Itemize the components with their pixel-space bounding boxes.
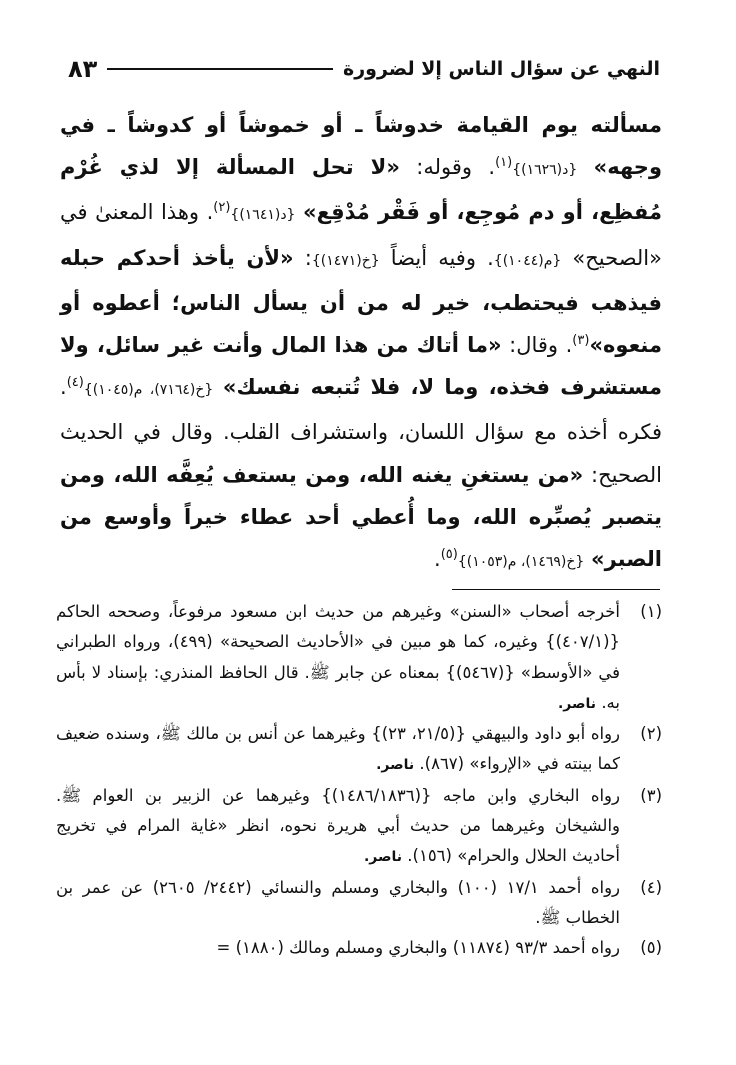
footnote-marker: (٢) [213, 200, 231, 216]
main-paragraph [60, 104, 662, 583]
footnote-number: (١) [640, 602, 662, 621]
footnote-text: رواه أبو داود والبيهقي {(٢١/٥، ٢٣)} وغيرهما عن أنس بن مالك ﷺ، وسنده ضعيف كما بينته في «الإرواء» (٨٦٧). [56, 724, 620, 774]
hadith-text: «من يستغنِ يغنه الله، ومن يستعف يُعِفَّه الله، ومن يتصبر يُصبِّره الله، وما أُعطي أحد عطاء خيراً وأوسع من الصبر» [60, 462, 662, 572]
footnote [56, 597, 662, 719]
footnote-marker: (٤) [66, 375, 84, 391]
body-text-segment: : [293, 245, 312, 270]
body-text-segment: . وقال: [501, 333, 573, 358]
footnote-text: رواه أحمد ٩٣/٣ (١١٨٧٤) والبخاري ومسلم ومالك (١٨٨٠) = [216, 938, 620, 958]
footnote-separator [452, 589, 660, 590]
page-number: ٨٣ [68, 55, 98, 83]
body-text-segment: . [434, 547, 441, 572]
footnote-text: رواه أحمد ١٧/١ (١٠٠) والبخاري ومسلم والنسائي (٢٤٤٢/ ٢٦٠٥) عن عمر بن الخطاب ﷺ. [56, 877, 621, 927]
footnote-body [56, 719, 620, 781]
footnote-body [56, 781, 620, 873]
hadith-text: مسألته يوم القيامة خدوشاً ـ أو خموشاً أو كدوشاً ـ في وجهه» [60, 113, 662, 180]
chapter-title: النهي عن سؤال الناس إلا لضرورة [343, 58, 660, 80]
hadith-reference: {د(١٦٢٦)} [512, 162, 578, 179]
footnote-body [56, 597, 620, 719]
footnote-marker: (١) [495, 155, 513, 171]
footnote-body [56, 873, 620, 934]
footnote-text: رواه البخاري وابن ماجه {(١٤٨٦/١٨٣٦)} وغيرهما عن الزبير بن العوام ﷺ. والشيخان وغيرهما من حديث أبي هريرة نحوه، انظر «غاية المرام في تخريج أحاديث الحلال والحرام» (١٥٦). [56, 785, 620, 866]
footnote [56, 781, 662, 873]
footnote-number: (٥) [640, 938, 662, 958]
main-text [60, 104, 662, 583]
hadith-reference: {خ(١٤٦٩)، م(١٠٥٣)} [457, 554, 585, 571]
footnote-signature: ناصر. [376, 757, 415, 774]
body-text-segment: . وقوله: [399, 155, 496, 180]
footnote-body [56, 933, 620, 963]
footnote [56, 719, 662, 781]
hadith-reference: {خ(١٤٧١)} [311, 252, 380, 269]
body-text-segment: . وفيه أيضاً [379, 245, 494, 270]
footnote-signature: ناصر. [363, 849, 403, 866]
footnotes [56, 597, 662, 964]
hadith-reference: {م(١٠٤٤)} [493, 252, 562, 269]
body-text-segment: . وهذا المعنىٰ في «الصحيح» [60, 200, 662, 270]
footnote-number: (٢) [640, 724, 662, 744]
footnote-signature: ناصر. [557, 695, 597, 712]
footnote [56, 933, 662, 963]
hadith-reference: {د(١٦٤١)} [230, 207, 296, 224]
footnote-text: أخرجه أصحاب «السنن» وغيرهم من حديث ابن مسعود مرفوعاً، وصححه الحاكم {(٤٠٧/١)} وغيره، كما هو مبين في «الأحاديث الصحيحة» (٤٩٩)، ورواه الطبراني في «الأوسط» {(٥٤٦٧)} بمعناه عن جابر ﷺ. قال الحافظ المنذري: بإسناد لا بأس به. [56, 602, 620, 712]
footnote-marker: (٥) [440, 547, 458, 563]
footnote-marker: (٣) [572, 333, 590, 349]
footnote-number: (٤) [640, 877, 662, 897]
body-text-segment: . فكره أخذه مع سؤال اللسان، واستشراف القلب. وقال في الحديث الصحيح: [60, 375, 662, 487]
footnote [56, 873, 662, 934]
hadith-text: «ما أتاك من هذا المال وأنت غير سائل، ولا مستشرف فخذه، وما لا، فلا تُتبعه نفسك» [60, 333, 662, 400]
header-rule [107, 68, 333, 70]
running-head [68, 52, 660, 86]
footnote-number: (٣) [640, 785, 662, 805]
hadith-text: «لأن يأخذ أحدكم حبله فيذهب فيحتطب، خير له من أن يسأل الناس؛ أعطوه أو منعوه» [60, 245, 662, 358]
hadith-text: «لا تحل المسألة إلا لذي غُرْم مُفظِع، أو دم مُوجِع، أو فَقْر مُدْقِع» [60, 155, 662, 225]
hadith-reference: {خ(٧١٦٤)، م(١٠٤٥)} [83, 382, 214, 399]
